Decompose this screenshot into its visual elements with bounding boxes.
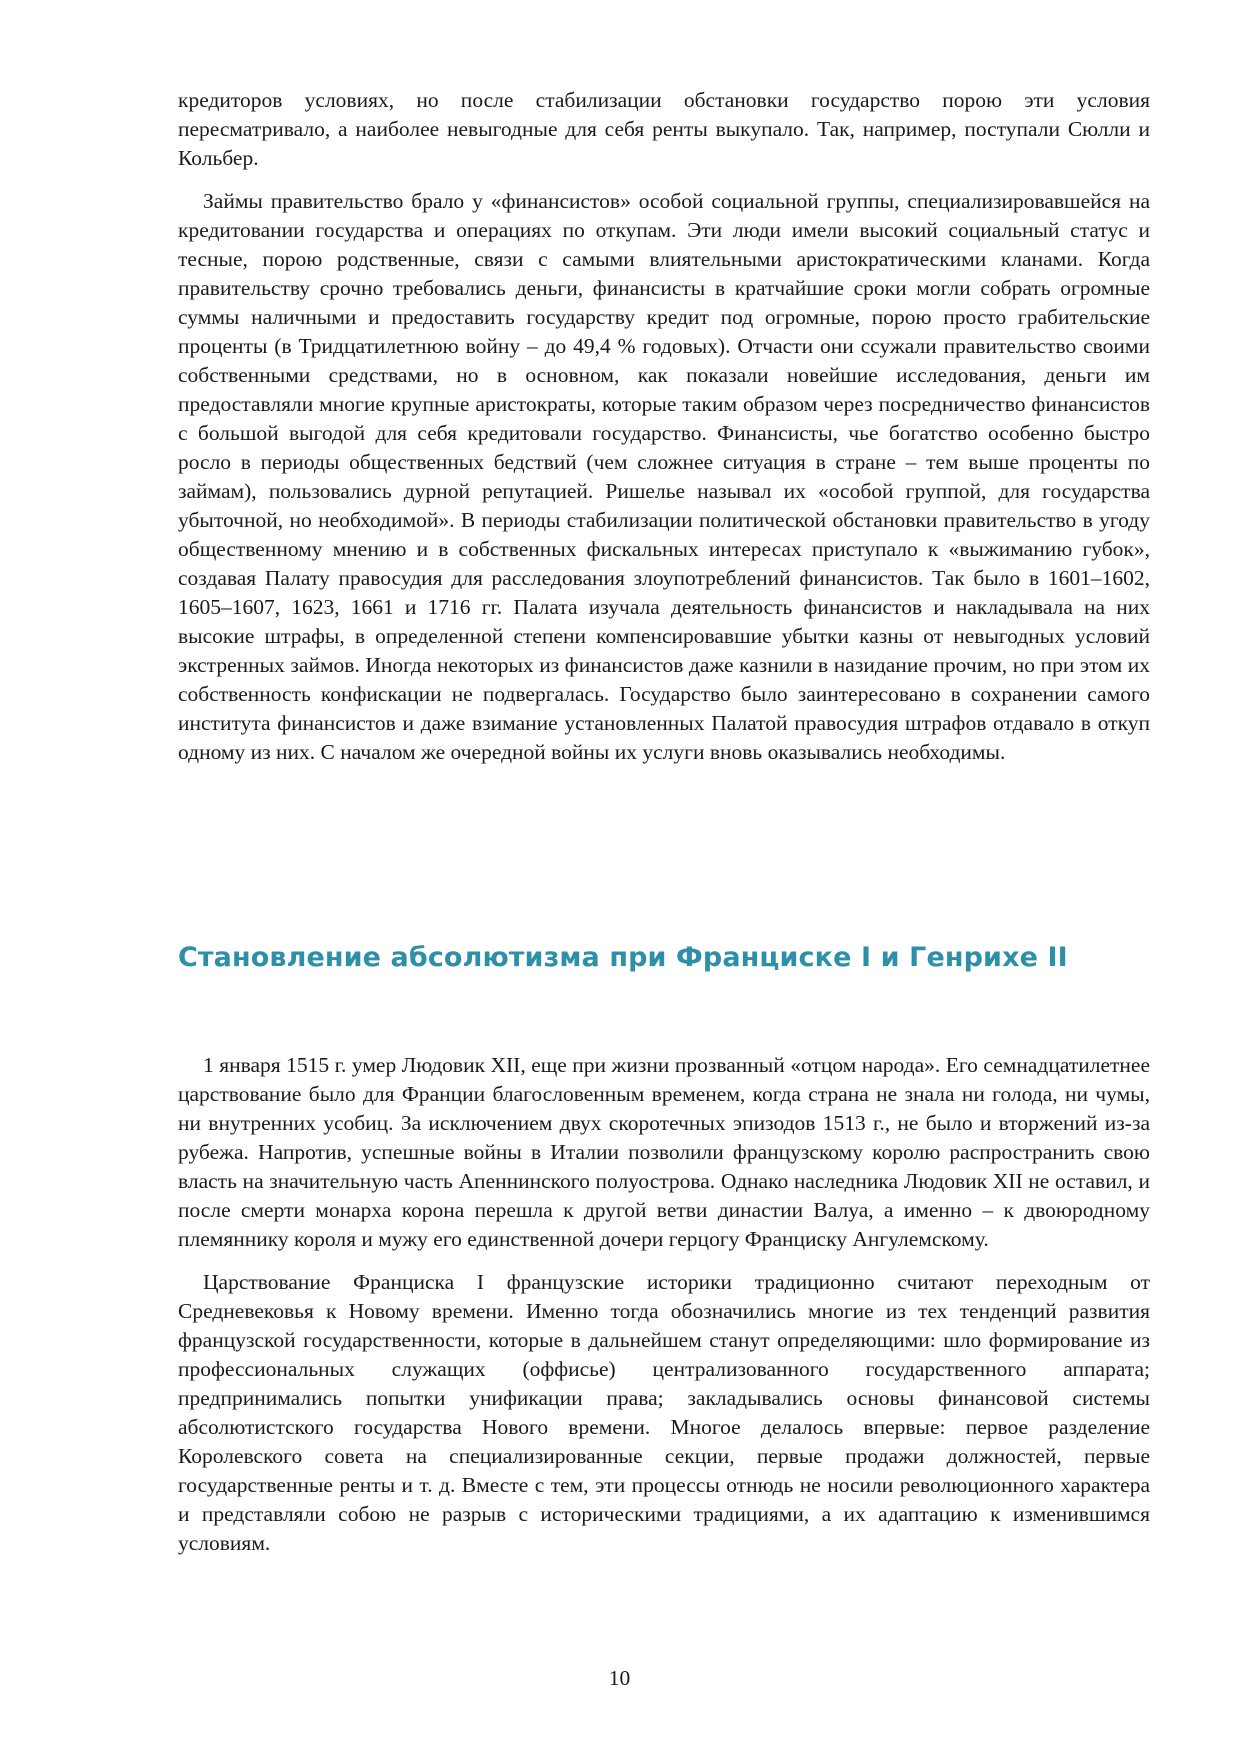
- paragraph-continuation: кредиторов условиях, но после стабилизации обстановки государство порою эти условия пересматривало, а наиболее невыгодные для себя ренты выкупало. Так, например, поступали Сюлли и Кольбер.: [178, 88, 1150, 170]
- paragraph-financiers: Займы правительство брало у «финансистов» особой социальной группы, специализировавшейся на кредитовании государства и операциях по откупам. Эти люди имели высокий социальный статус и тесные, порою родственные, связи с самыми влиятельными аристократическими кланами. Когда правительству срочно требовались деньги, финансисты в кратчайшие сроки могли собрать огромные суммы наличными и предоставить государству кредит под огромные, порою просто грабительские проценты (в Тридцатилетнюю войну – до 49,4 % годовых). Отчасти они ссужали правительство своими собственными средствами, но в основном, как показали новейшие исследования, деньги им предоставляли многие крупные аристократы, которые таким образом через посредничество финансистов с большой выгодой для себя кредитовали государство. Финансисты, чье богатство особенно быстро росло в периоды общественных бедствий (чем сложнее ситуация в стране – тем выше проценты по займам), пользовались дурной репутацией. Ришелье называл их «особой группой, для государства убыточной, но необходимой». В периоды стабилизации политической обстановки правительство в угоду общественному мнению и в собственных фискальных интересах приступало к «выжиманию губок», создавая Палату правосудия для расследования злоупотреблений финансистов. Так было в 1601–1602, 1605–1607, 1623, 1661 и 1716 гг. Палата изучала деятельность финансистов и накладывала на них высокие штрафы, в определенной степени компенсировавшие убытки казны от невыгодных условий экстренных займов. Иногда некоторых из финансистов даже казнили в назидание прочим, но при этом их собственность конфискации не подвергалась. Государство было заинтересовано в сохранении самого института финансистов и даже взимание установленных Палатой правосудия штрафов отдавало в откуп одному из них. С началом же очередной войны их услуги вновь оказывались необходимы.: [178, 189, 1150, 764]
- paragraph-francis-i: Царствование Франциска I французские историки традиционно считают переходным от Средневековья к Новому времени. Именно тогда обозначились многие из тех тенденций развития французской государственности, которые в дальнейшем станут определяющими: шло формирование из профессиональных служащих (оффисье) централизованного государственного аппарата; предпринимались попытки унификации права; закладывались основы финансовой системы абсолютистского государства Нового времени. Многое делалось впервые: первое разделение Королевского совета на специализированные секции, первые продажи должностей, первые государственные ренты и т. д. Вместе с тем, эти процессы отнюдь не носили революционного характера и представляли собою не разрыв с историческими традициями, а их адаптацию к изменившимся условиям.: [178, 1270, 1150, 1555]
- section-absolutism: [178, 1051, 1150, 1558]
- page-number: 10: [608, 1666, 631, 1690]
- paragraph-louis-xii: 1 января 1515 г. умер Людовик XII, еще при жизни прозванный «отцом народа». Его семнадцатилетнее царствование было для Франции благословенным временем, когда страна не знала ни голода, ни чумы, ни внутренних усобиц. За исключением двух скоротечных эпизодов 1513 г., не было и вторжений из-за рубежа. Напротив, успешные войны в Италии позволили французскому королю распространить свою власть на значительную часть Апеннинского полуострова. Однако наследника Людовик XII не оставил, и после смерти монарха корона перешла к другой ветви династии Валуа, а именно – к двоюродному племяннику короля и мужу его единственной дочери герцогу Франциску Ангулемскому.: [178, 1053, 1150, 1251]
- paragraph-gap: [178, 173, 1150, 187]
- section-top: [178, 86, 1150, 767]
- section-heading: Становление абсолютизма при Франциске I и Генрихе II: [178, 942, 1068, 973]
- paragraph-gap: [178, 1254, 1150, 1268]
